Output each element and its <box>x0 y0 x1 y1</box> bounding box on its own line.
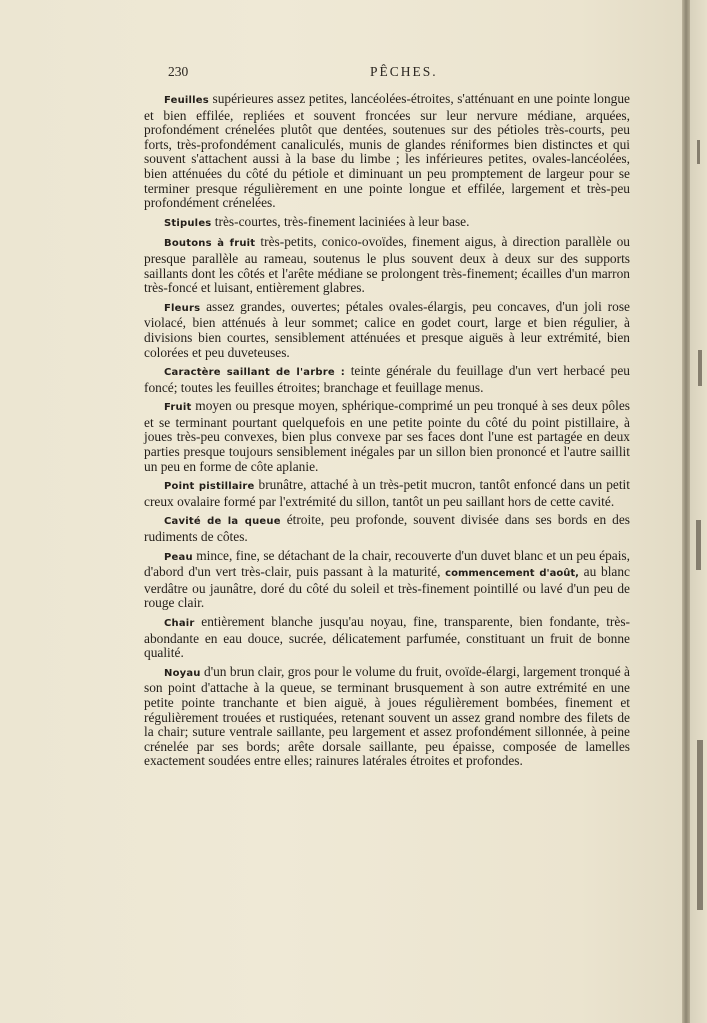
paragraph-fleurs <box>144 300 630 360</box>
paragraph-caractere <box>144 364 630 395</box>
paragraph-fruit <box>144 399 630 474</box>
paragraph-label: Chair <box>164 618 195 629</box>
paragraph-label: Feuilles <box>164 95 209 106</box>
paragraph-label: Point pistillaire <box>164 481 255 493</box>
paragraph-label: Boutons à fruit <box>164 238 256 250</box>
facing-page-ink <box>696 520 701 570</box>
paragraph-text: entièrement blanche jusqu'au noyau, fine, transparente, bien fondante, très-abondante en eau douce, sucrée, délicatement parfumée, constituant un fruit de bonne qualité. <box>144 614 630 661</box>
paragraph-label: Stipules <box>164 217 212 229</box>
paragraph-text: très-courtes, très-finement laciniées à leur base. <box>211 213 470 229</box>
paragraph-label: Caractère saillant de l'arbre : <box>164 367 346 379</box>
facing-page-ink <box>697 140 700 164</box>
paragraph-text: assez grandes, ouvertes; pétales ovales-élargis, peu concaves, d'un joli rose violacé, bien atténués à leur sommet; calice en godet court, large et bien régulier, à divisions bien courtes, sensiblement atténuées et presque aiguës à leur extrémité, bien colorées et peu duveteuses. <box>144 298 630 360</box>
facing-page-ink <box>698 350 702 386</box>
paragraph-label: Noyau <box>164 667 201 679</box>
book-gutter <box>682 0 690 1023</box>
paragraph-text: étroite, peu profonde, souvent divisée dans ses bords en des rudiments de côtes. <box>144 512 631 545</box>
paragraph-label: Peau <box>164 551 193 563</box>
paragraph-text: moyen ou presque moyen, sphérique-comprimé un peu tronqué à ses deux pôles et se terminant pourtant quelquefois en une petite pointe du côté du point pistillaire, à joues très-peu convexes, bien plus convexe par ses faces dont l'une est partagée en deux parties presque toujours sensiblement inégales par un sillon bien prononcé et l'autre saillit un peu en forme de côte aplanie. <box>144 398 630 474</box>
facing-page-ink <box>697 740 703 910</box>
facing-page-edge <box>690 0 707 1023</box>
paragraph-text: mince, fine, se détachant de la chair, recouverte d'un duvet blanc et un peu épais, d'abord d'un vert très-clair, puis passant à la maturité, <box>144 547 630 580</box>
paragraph-boutons <box>144 235 630 295</box>
paragraph-text: teinte générale du feuillage d'un vert herbacé peu foncé; toutes les feuilles étroites; branchage et feuillage menus. <box>144 363 630 395</box>
paragraph-text: d'un brun clair, gros pour le volume du fruit, ovoïde-élargi, largement tronqué à son point d'attache à la queue, se terminant brusquement à son autre extrémité en une petite pointe tranchante et bien aiguë, à joues régulièrement bombées, finement et régulièrement trouées et rustiquées, retenant souvent un assez grand nombre des filets de la chair; suture ventrale saillante, peu largement et assez profondément sillonnée, à peine crénelée par ses bords; arête dorsale saillante, peu épaisse, composée de lamelles exactement soudées entre elles; rainures latérales étroites et profondes. <box>144 663 630 769</box>
page-number: 230 <box>168 64 189 79</box>
paragraph-stipules <box>144 215 630 232</box>
paragraph-feuilles <box>144 92 630 211</box>
paragraph-noyau <box>144 665 630 769</box>
paragraph-peau <box>144 549 630 611</box>
paragraph-chair <box>144 615 630 661</box>
description-text <box>144 92 630 773</box>
ripening-date: commencement d'août, <box>445 568 579 580</box>
page-header <box>168 64 633 82</box>
paragraph-label: Cavité de la queue <box>164 516 281 528</box>
paragraph-text-continued: au blanc verdâtre ou jaunâtre, doré du côté du soleil et très-finement pointillé ou lavé d'un peu de rouge clair. <box>144 564 630 611</box>
paragraph-text: supérieures assez petites, lancéolées-étroites, s'atténuant en une pointe longue et bien effilée, repliées et souvent froncées sur leur nervure médiane, arquées, profondément crénelées plutôt que dentées, soutenues sur des pétioles très-courts, peu forts, très-profondément canaliculés, munis de glandes réniformes bien distinctes et qui souvent s'attachent aussi à la base du limbe ; les inférieures petites, ovales-lancéolées, bien atténuées du côté du pétiole et diminuant un peu promptement de largeur pour se terminer presque régulièrement en une pointe longue et effilée, largement et très-peu profondément crénelées. <box>144 91 630 211</box>
paragraph-point-pistillaire <box>144 478 630 509</box>
paragraph-cavite <box>144 513 630 544</box>
paragraph-label: Fruit <box>164 402 192 414</box>
paragraph-text: brunâtre, attaché à un très-petit mucron, tantôt enfoncé dans un petit creux ovalaire formé par l'extrémité du sillon, tantôt un peu saillant hors de cette cavité. <box>144 477 630 509</box>
running-title: PÊCHES. <box>370 64 438 79</box>
paragraph-text: très-petits, conico-ovoïdes, finement aigus, à direction parallèle ou presque parallèle au rameau, soutenus le plus souvent deux à deux sur des supports saillants dont les côtés et l'arête médiane se prolongent très-finement; écailles d'un marron très-foncé et luisant, entièrement glabres. <box>144 234 631 296</box>
paragraph-label: Fleurs <box>164 302 201 314</box>
